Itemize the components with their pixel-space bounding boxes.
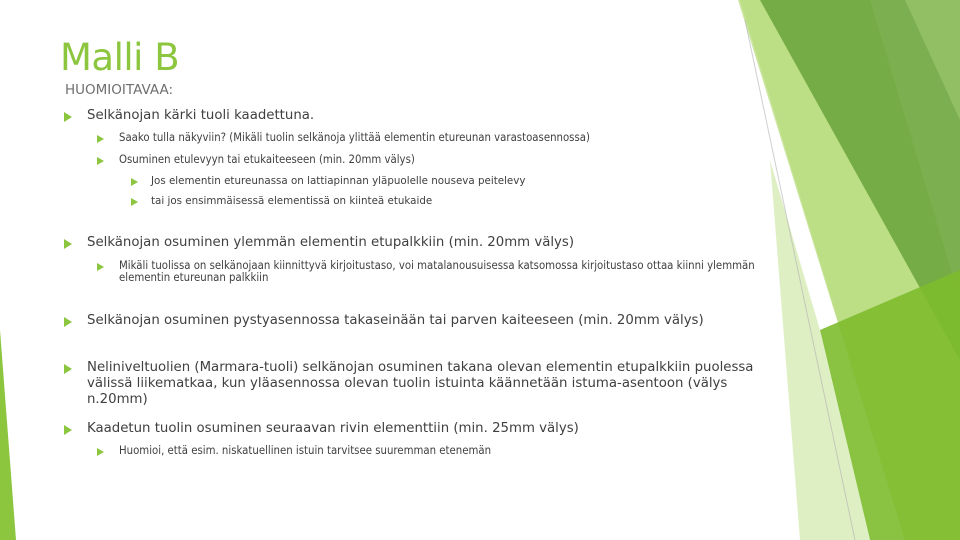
- bullet-arrow-icon: [97, 448, 104, 456]
- bullet-text: Saako tulla näkyviin? (Mikäli tuolin selkänoja ylittää elementin etureunan varastoasennossa): [119, 131, 590, 144]
- bullet-arrow-icon: [64, 112, 72, 122]
- bullet-arrow-icon: [131, 198, 138, 206]
- bullet-arrow-icon: [97, 157, 104, 165]
- bullet-text: Mikäli tuolissa on selkänojaan kiinnittyvä kirjoitustaso, voi matalanousuisessa katsomossa kirjoitustaso ottaa kiinni ylemmän elementin etureunan palkkiin: [119, 259, 755, 284]
- bullet-text: tai jos ensimmäisessä elementissä on kiinteä etukaide: [151, 195, 433, 207]
- deco-left-sliver: [0, 330, 16, 540]
- bullet-arrow-icon: [64, 364, 72, 374]
- bullet-text: Selkänojan kärki tuoli kaadettuna.: [87, 108, 315, 123]
- bullet-arrow-icon: [64, 317, 72, 327]
- bullet-text: Kaadetun tuolin osuminen seuraavan rivin elementtiin (min. 25mm välys): [87, 421, 579, 436]
- slide-subtitle: HUOMIOITAVAA:: [65, 82, 173, 98]
- bullet-arrow-icon: [97, 135, 104, 143]
- slide-title: Malli B: [60, 36, 180, 79]
- bullet-arrow-icon: [97, 263, 104, 271]
- bullet-arrow-icon: [131, 178, 138, 186]
- bullet-text: Selkänojan osuminen pystyasennossa takaseinään tai parven kaiteeseen (min. 20mm välys): [87, 313, 704, 328]
- bullet-arrow-icon: [64, 425, 72, 435]
- bullet-text: Neliniveltuolien (Marmara-tuoli) selkänojan osuminen takana olevan elementin etupalkkiin puolessa välissä liikematkaa, kun yläasennossa olevan tuolin istuinta käännetään istuma-asentoon (välys n.20mm): [87, 360, 754, 407]
- bullet-text: Selkänojan osuminen ylemmän elementin etupalkkiin (min. 20mm välys): [87, 235, 575, 250]
- bullet-text: Jos elementin etureunassa on lattiapinnan yläpuolelle nouseva peitelevy: [151, 175, 526, 187]
- bullet-arrow-icon: [64, 239, 72, 249]
- bullet-text: Osuminen etulevyyn tai etukaiteeseen (min. 20mm välys): [119, 153, 415, 166]
- bullet-text: Huomioi, että esim. niskatuellinen istuin tarvitsee suuremman etenemän: [119, 444, 492, 457]
